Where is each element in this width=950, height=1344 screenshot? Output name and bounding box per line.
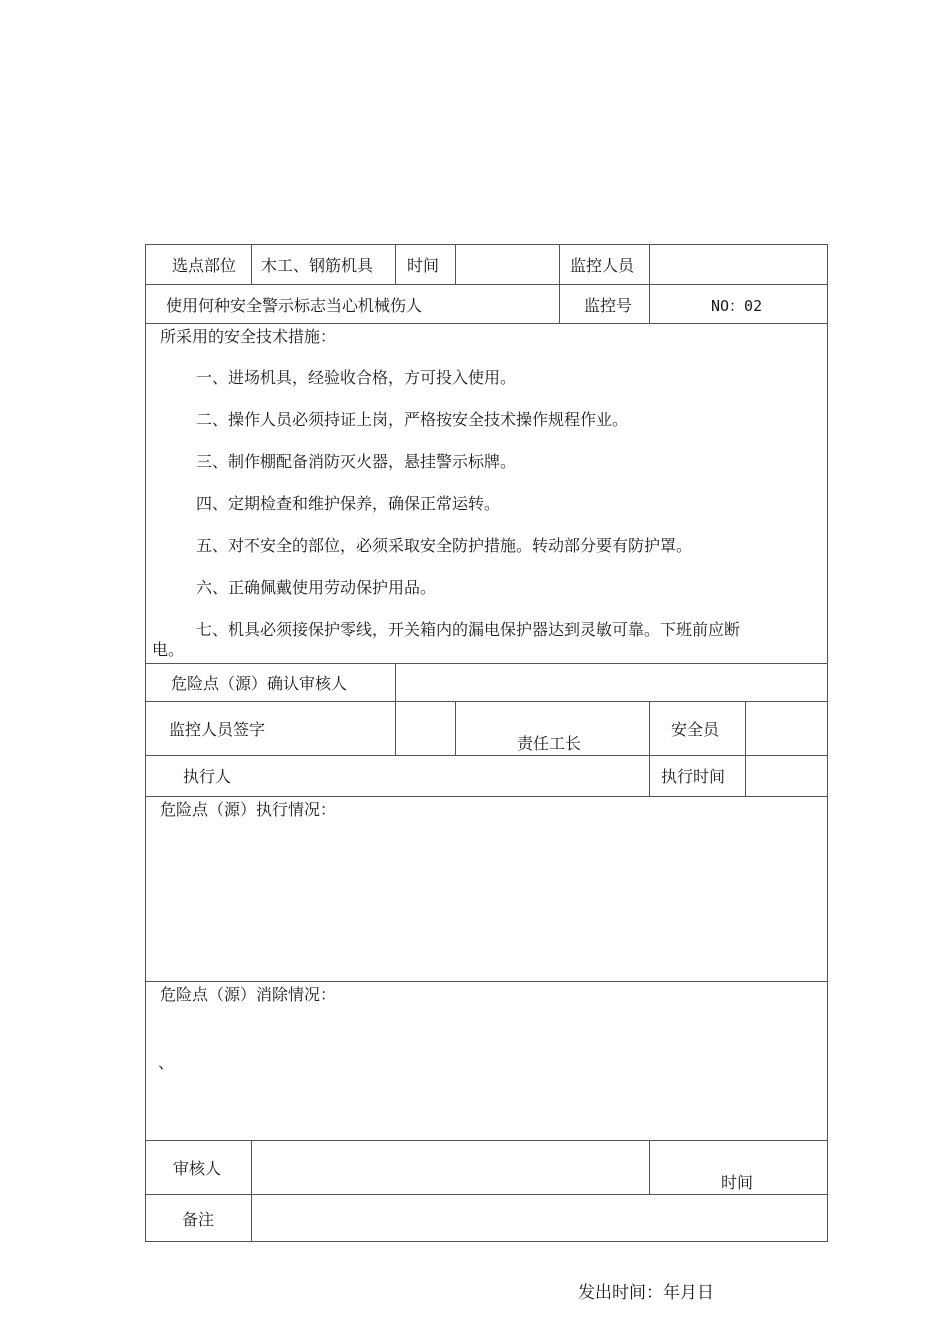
- row-divider: [145, 796, 828, 797]
- elimination-label: 危险点（源）消除情况：: [160, 985, 337, 1004]
- col-divider: [395, 701, 396, 755]
- row-divider: [145, 755, 828, 756]
- safety-sign-question: 使用何种安全警示标志当心机械伤人: [166, 296, 423, 315]
- executor-label: 执行人: [183, 767, 232, 786]
- measure-item: 五、对不安全的部位，必须采取安全防护措施。转动部分要有防护罩。: [196, 536, 693, 555]
- exec-time-label: 执行时间: [661, 767, 726, 786]
- monitor-number-value: NO：02: [711, 297, 763, 315]
- safety-monitoring-form: [145, 244, 828, 1242]
- row-divider: [145, 701, 828, 702]
- monitor-number-label: 监控号: [584, 296, 633, 315]
- row-divider: [145, 1194, 828, 1195]
- col-divider: [395, 663, 396, 701]
- measure-item: 二、操作人员必须持证上岗，严格按安全技术操作规程作业。: [196, 410, 629, 429]
- col-divider: [251, 244, 252, 284]
- time-label: 时间: [407, 256, 440, 275]
- col-divider: [395, 244, 396, 284]
- review-time-label: 时间: [721, 1173, 754, 1192]
- location-value: 木工、钢筋机具: [261, 256, 374, 275]
- monitor-person-label: 监控人员: [570, 256, 635, 275]
- measures-title: 所采用的安全技术措施：: [160, 327, 337, 346]
- col-divider: [649, 1140, 650, 1194]
- row-divider: [145, 663, 828, 664]
- elimination-mark: 、: [158, 1053, 175, 1072]
- col-divider: [649, 244, 650, 323]
- measure-item: 六、正确佩戴使用劳动保护用品。: [196, 578, 437, 597]
- measure-item: 三、制作棚配备消防灭火器，悬挂警示标牌。: [196, 452, 517, 471]
- col-divider: [649, 701, 650, 755]
- issue-time: 发出时间：年月日: [578, 1283, 714, 1303]
- remarks-label: 备注: [182, 1210, 215, 1229]
- col-divider: [745, 701, 746, 755]
- row-divider: [145, 981, 828, 982]
- measure-item: 四、定期检查和维护保养，确保正常运转。: [196, 494, 501, 513]
- foreman-label: 责任工长: [517, 734, 582, 753]
- col-divider: [455, 244, 456, 284]
- row-divider: [145, 1140, 828, 1141]
- exec-status-label: 危险点（源）执行情况：: [160, 800, 337, 819]
- measure-item-wrap: 电。: [152, 640, 185, 659]
- col-divider: [745, 755, 746, 796]
- col-divider: [559, 244, 560, 323]
- location-label: 选点部位: [172, 256, 237, 275]
- col-divider: [251, 1140, 252, 1242]
- col-divider: [649, 755, 650, 796]
- reviewer-label: 审核人: [173, 1159, 222, 1178]
- safety-officer-label: 安全员: [671, 720, 720, 739]
- monitor-sign-label: 监控人员签字: [169, 720, 266, 739]
- measure-item: 一、进场机具，经验收合格，方可投入使用。: [196, 368, 517, 387]
- row-divider: [145, 284, 828, 285]
- row-divider: [145, 323, 828, 324]
- col-divider: [455, 701, 456, 755]
- confirm-reviewer-label: 危险点（源）确认审核人: [171, 674, 348, 693]
- measure-item: 七、机具必须接保护零线，开关箱内的漏电保护器达到灵敏可靠。下班前应断: [196, 620, 741, 639]
